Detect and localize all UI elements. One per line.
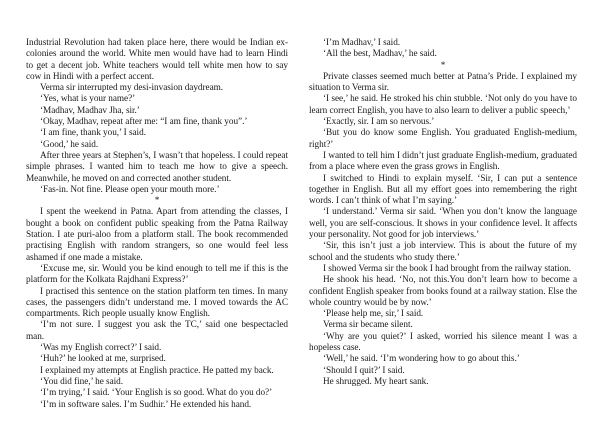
paragraph: ‘Was my English correct?’ I said. <box>40 343 162 354</box>
paragraph: ‘Yes, what is your name?’ <box>40 94 136 105</box>
paragraph: ‘Why are you quiet?’ I asked, worried his silence meant I was a hopeless case. <box>309 331 577 354</box>
section-separator: * <box>440 60 446 71</box>
paragraph: Verma sir interrupted my desi-invasion daydream. <box>40 83 224 94</box>
paragraph: He shrugged. My heart sank. <box>323 376 429 387</box>
paragraph: I showed Verma sir the book I had brought from the railway station. <box>323 263 571 274</box>
paragraph: ‘Okay, Madhav, repeat after me: “I am fine, thank you”.’ <box>40 117 248 128</box>
paragraph: ‘Please help me, sir,’ I said. <box>323 309 424 320</box>
paragraph: I wanted to tell him I didn’t just graduate English-medium, graduated from a place where even the grass grows in English. <box>309 150 577 173</box>
paragraph: Verma sir became silent. <box>323 320 413 331</box>
paragraph: After three years at Stephen’s, I wasn’t that hopeless. I could repeat simple phrases. I wanted him to teach me how to give a speech. Meanwhile, he moved on and corrected another student. <box>26 150 288 184</box>
paragraph: Private classes seemed much better at Patna’s Pride. I explained my situation to Verma sir. <box>309 71 577 94</box>
paragraph: Industrial Revolution had taken place here, there would be Indian ex-colonies around the world. White men would have had to learn Hindi to get a decent job. White teachers would tell white men how to say cow in Hindi with a perfect accent. <box>26 38 288 82</box>
paragraph: ‘Exactly, sir. I am so nervous.’ <box>323 117 435 128</box>
paragraph: I explained my attempts at English practice. He patted my back. <box>40 365 274 376</box>
paragraph: ‘Excuse me, sir. Would you be kind enough to tell me if this is the platform for the Kolkata Rajdhani Express?’ <box>26 263 288 286</box>
paragraph: ‘But you do know some English. You graduated English-medium, right?’ <box>309 128 577 150</box>
paragraph: ‘Should I quit?’ I said. <box>323 365 405 376</box>
paragraph: ‘I’m in software sales. I’m Sudhir.’ He extended his hand. <box>40 399 252 410</box>
paragraph: He shook his head. ‘No, not this.You don’t learn how to become a confident English speaker from books found at a railway station. Else the whole country would be by now.’ <box>309 275 577 308</box>
paragraph: ‘I’m not sure. I suggest you ask the TC,’ said one bespectacled man. <box>26 320 288 342</box>
section-separator: * <box>154 196 160 207</box>
paragraph: ‘Good,’ he said. <box>40 139 99 150</box>
left-page <box>26 38 288 411</box>
paragraph: ‘I’m Madhav,’ I said. <box>323 38 401 48</box>
paragraph: ‘Fas-in. Not fine. Please open your mouth more.’ <box>40 184 220 195</box>
paragraph: I switched to Hindi to explain myself. ‘Sir, I can put a sentence together in English. But all my effort goes into remembering the right words. I can’t think of what I’m saying.’ <box>309 173 577 207</box>
paragraph: ‘Well,’ he said. ‘I’m wondering how to go about this.’ <box>323 354 520 365</box>
paragraph: ‘You did fine,’ he said. <box>40 376 123 387</box>
right-page <box>309 38 577 388</box>
paragraph: ‘I am fine, thank you,’ I said. <box>40 128 146 139</box>
paragraph: I spent the weekend in Patna. Apart from attending the classes, I bought a book on confident public speaking from the Patna Railway Station. I ate puri-aloo from a platform stall. The book recommended practising English with random strangers, so one would feel less ashamed if one made a mistake. <box>26 207 288 263</box>
paragraph: ‘All the best, Madhav,’ he said. <box>323 49 437 60</box>
paragraph: ‘I’m trying,’ I said. ‘Your English is so good. What do you do?’ <box>40 388 273 399</box>
paragraph: ‘Huh?’ he looked at me, surprised. <box>40 354 166 365</box>
paragraph: I practised this sentence on the station platform ten times. In many cases, the passengers didn’t understand me. I moved towards the AC compartments. Rich people usually know English. <box>26 286 288 320</box>
paragraph: ‘Sir, this isn’t just a job interview. This is about the future of my school and the students who study there.’ <box>309 241 577 263</box>
paragraph: ‘I understand.’ Verma sir said. ‘When you don’t know the language well, you are self-conscious. It shows in your confidence level. It affects your personality. Not good for job interviews.’ <box>309 207 577 241</box>
paragraph: ‘I see,’ he said. He stroked his chin stubble. ‘Not only do you have to learn correct English, you have to also learn to deliver a public speech,’ <box>309 94 577 116</box>
paragraph: ‘Madhav, Madhav Jha, sir.’ <box>40 105 140 116</box>
